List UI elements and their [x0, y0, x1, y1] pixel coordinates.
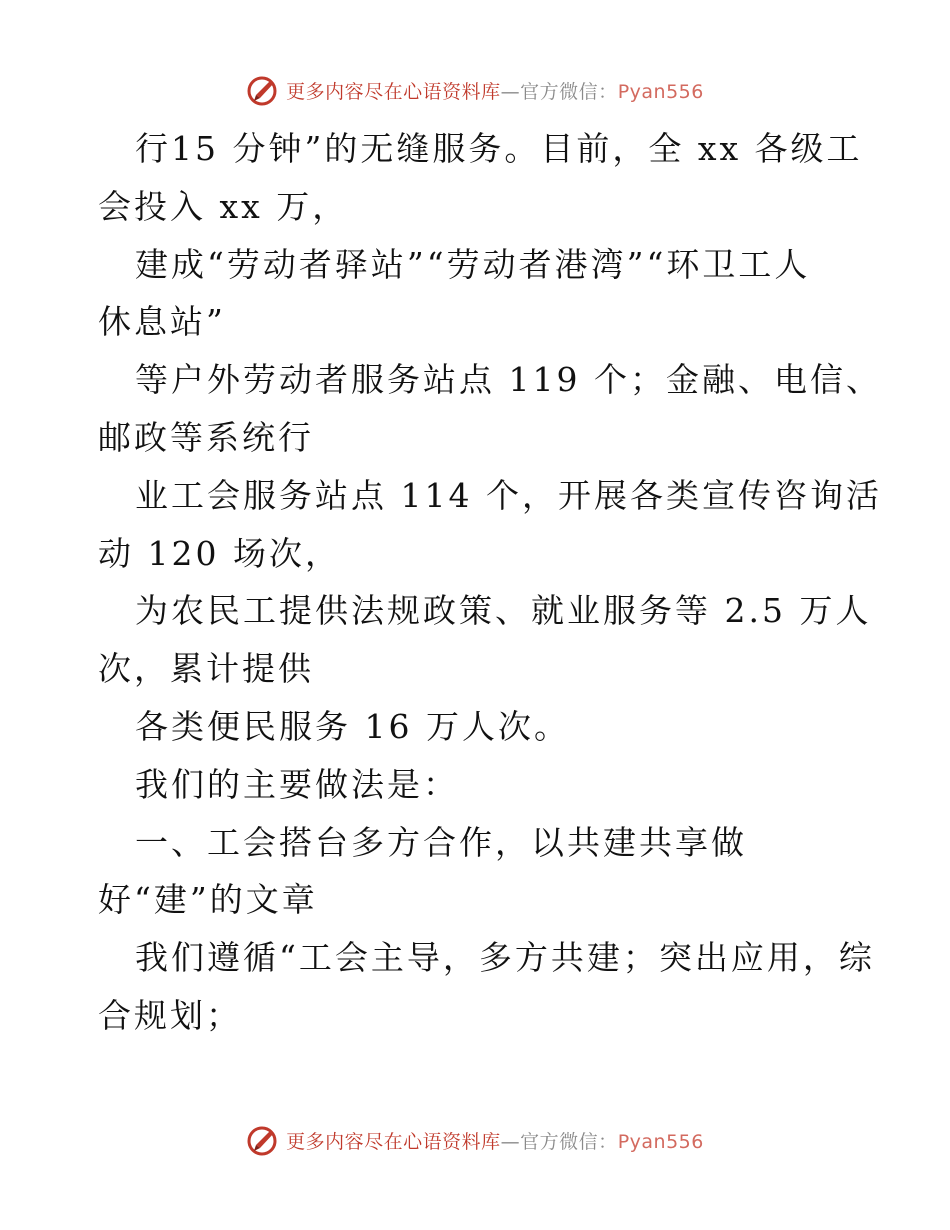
- text-line: 等户外劳动者服务站点 119 个；金融、电信、: [135, 360, 882, 400]
- watermark-brand: 更多内容尽在心语资料库: [286, 1130, 501, 1153]
- watermark-id: Pyan556: [617, 1130, 704, 1153]
- section-heading-line: 好“建”的文章: [98, 880, 318, 920]
- text-line: 合规划；: [98, 995, 242, 1035]
- text-line: 建成“劳动者驿站”“劳动者港湾”“环卫工人: [135, 244, 811, 284]
- watermark-text: [286, 77, 704, 104]
- watermark-dash: —: [500, 80, 521, 103]
- footer-watermark: [0, 1120, 950, 1160]
- text-line: 我们遵循“工会主导，多方共建；突出应用，综: [135, 938, 875, 978]
- watermark-id: Pyan556: [617, 80, 704, 103]
- text-line: 业工会服务站点 114 个，开展各类宣传咨询活: [135, 475, 882, 515]
- text-line: 休息站”: [98, 302, 226, 342]
- text-line: 会投入 xx 万，: [98, 186, 349, 226]
- document-body: [98, 120, 882, 1045]
- watermark-dash: —: [500, 1130, 521, 1153]
- text-line: 邮政等系统行: [98, 417, 314, 457]
- watermark-sub: 官方微信：: [520, 1130, 618, 1153]
- section-heading-line: 一、工会搭台多方合作，以共建共享做: [135, 822, 747, 862]
- watermark-sub: 官方微信：: [520, 80, 618, 103]
- text-line: 我们的主要做法是：: [135, 764, 459, 804]
- pen-logo-icon: [246, 1123, 280, 1157]
- header-watermark: [0, 70, 950, 110]
- watermark-brand: 更多内容尽在心语资料库: [286, 80, 501, 103]
- text-line: 次，累计提供: [98, 649, 314, 689]
- watermark-text: [286, 1127, 704, 1154]
- text-line: 行15 分钟”的无缝服务。目前，全 xx 各级工: [135, 129, 863, 168]
- text-line: 动 120 场次，: [98, 533, 341, 573]
- pen-logo-icon: [246, 73, 280, 107]
- text-line: 各类便民服务 16 万人次。: [135, 706, 570, 746]
- text-line: 为农民工提供法规政策、就业服务等 2.5 万人: [135, 591, 872, 631]
